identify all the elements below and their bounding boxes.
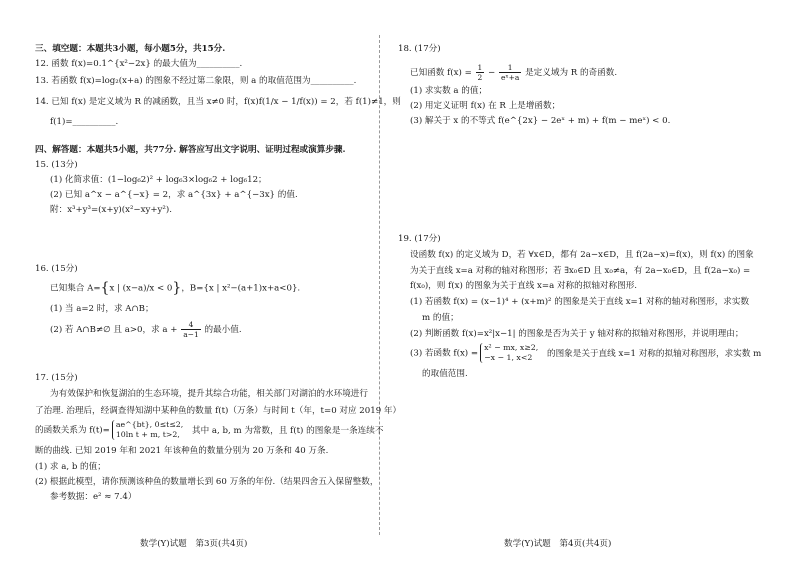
q17-part2-line2: 参考数据：e² ≈ 7.4） <box>50 492 137 502</box>
q19-part3-tail: 的图象是关于直线 x=1 对称的拟轴对称图形，求实数 m <box>546 348 762 359</box>
q19-piece1: x² − mx, x≥2, <box>484 343 539 352</box>
q18-part2: (2) 用定义证明 f(x) 在 R 上是增函数； <box>410 101 561 111</box>
page-divider <box>379 35 380 535</box>
q17-part1: (1) 求 a, b 的值； <box>35 462 106 472</box>
q14-line2: f(1)=__________. <box>50 117 119 127</box>
q19-para2: 为关于直线 x=a 对称的轴对称图形；若 ∃x₀∈D 且 x₀≠a，有 2a−x₀∈D，且 f(2a−x₀) = <box>410 266 751 276</box>
left-footer: 数学(Y)试题 第3页(共4页) <box>140 539 248 549</box>
q17-para3-tail: 其中 a, b, m 为常数，且 f(t) 的图象是一条连续不 <box>191 425 384 436</box>
q17-part2-line1: (2) 根据此模型，请你预测该种鱼的数量增长到 60 万条的年份.（结果四舍五入保留整数， <box>35 477 379 487</box>
q18-minus: − <box>488 68 496 78</box>
q16-set-a-condition: x | (x−a)/x < 0 <box>109 283 173 294</box>
q17-para4: 断的曲线. 已知 2019 年和 2021 年该种鱼的数量分别为 20 万条和 40 万条. <box>35 446 329 456</box>
q19-piece2: −x − 1, x<2 <box>484 353 533 362</box>
q16-part1: (1) 当 a=2 时，求 A∩B； <box>50 304 154 314</box>
q17-heading: 17. (15分) <box>35 373 78 383</box>
q17-func-label: 的函数关系为 f(t)= <box>35 425 110 436</box>
q18-part1: (1) 求实数 a 的值； <box>410 86 488 96</box>
q18-frac2 <box>499 63 521 82</box>
q17-piece1: ae^{bt}, 0≤t≤2, <box>115 420 184 429</box>
right-page <box>382 0 800 579</box>
q16-part2-text-a: (2) 若 A∩B≠∅ 且 a>0，求 a + <box>50 325 178 335</box>
q16-fraction-num: 4 <box>181 320 201 330</box>
q18-frac1-den: 2 <box>477 73 483 82</box>
q16-set-b: ，B={x | x²−(a+1)x+a<0}. <box>181 283 301 294</box>
q19-part1-line1: (1) 若函数 f(x) = (x−1)⁴ + (x+m)² 的图象是关于直线 x=1 对称的轴对称图形，求实数 <box>410 297 750 307</box>
section4-heading: 四、解答题：本题共5小题，共77分. 解答应写出文字说明、证明过程或演算步骤. <box>35 145 346 155</box>
q19-part1-line2: m 的值； <box>422 313 459 323</box>
q19-para3: f(x₀)，则 f(x) 的图象为关于直线 x=a 对称的拟轴对称图形. <box>410 281 638 291</box>
q14-line1: 14. 已知 f(x) 是定义域为 R 的减函数，且当 x≠0 时，f(x)f(1/x − 1/f(x)) = 2，若 f(1)≠1，则 <box>35 97 401 107</box>
q19-func-label: (3) 若函数 f(x) = <box>410 348 479 359</box>
q16-fraction <box>181 320 201 339</box>
q16-part2-text-b: 的最小值. <box>204 325 242 335</box>
q15-hint: 附：x³+y³=(x+y)(x²−xy+y²). <box>50 205 172 215</box>
q16-sets: 已知集合 A={x | (x−a)/x < 0}，B={x | x²−(a+1)x+a<0}. <box>50 280 301 296</box>
q18-statement <box>410 63 617 82</box>
q19-part3-line2: 的取值范围. <box>422 369 468 379</box>
q17-piecewise <box>112 420 183 440</box>
q16-set-a-label: 已知集合 A= <box>50 283 101 294</box>
q18-frac2-den: eˣ+a <box>500 73 520 82</box>
q18-func-label: 已知函数 f(x) = <box>410 68 472 78</box>
q19-para1: 设函数 f(x) 的定义域为 D，若 ∀x∈D，都有 2a−x∈D，且 f(2a−x)=f(x)，则 f(x) 的图象 <box>410 250 754 260</box>
q13: 13. 若函数 f(x)=log₂(x+a) 的图象不经过第二象限，则 a 的取值范围为__________. <box>35 76 357 86</box>
q17-para1: 为有效保护和恢复湖泊的生态环境，提升其综合功能，相关部门对湖泊的水环境进行 <box>50 389 368 399</box>
q17-para3 <box>35 420 383 440</box>
q17-para2: 了治理. 治理后，经调查得知湖中某种鱼的数量 f(t)（万条）与时间 t（年，t=0 对应 2019 年） <box>35 406 402 416</box>
q15-heading: 15. (13分) <box>35 160 78 170</box>
q18-heading: 18. (17分) <box>398 44 441 54</box>
q18-frac2-num: 1 <box>499 63 521 73</box>
q18-frac1-num: 1 <box>477 63 483 72</box>
q18-part3: (3) 解关于 x 的不等式 f(e^{2x} − 2eˣ + m) + f(m − meˣ) < 0. <box>410 116 671 126</box>
q19-piecewise <box>480 343 538 363</box>
q18-frac1 <box>476 63 485 82</box>
q19-heading: 19. (17分) <box>398 234 441 244</box>
q16-part2 <box>50 320 242 339</box>
q19-part2: (2) 判断函数 f(x)=x²|x−1| 的图象是否为关于 y 轴对称的拟轴对称图形，并说明理由； <box>410 329 744 339</box>
q12: 12. 函数 f(x)=0.1^{x²−2x} 的最大值为__________. <box>35 59 243 69</box>
q15-part1: (1) 化简求值：(1−log₆2)² + log₆3×log₆2 + log₆12； <box>50 175 267 185</box>
q16-heading: 16. (15分) <box>35 264 78 274</box>
q18-statement-tail: 是定义域为 R 的奇函数. <box>525 68 618 78</box>
section3-heading: 三、填空题：本题共3小题，每小题5分，共15分. <box>35 44 226 54</box>
q17-piece2: 10ln t + m, t>2, <box>115 430 180 439</box>
right-footer: 数学(Y)试题 第4页(共4页) <box>504 539 612 549</box>
q15-part2: (2) 已知 a^x − a^{−x} = 2，求 a^{3x} + a^{−3x} 的值. <box>50 190 298 200</box>
q19-part3 <box>410 343 761 363</box>
q16-fraction-den: a−1 <box>183 330 199 339</box>
